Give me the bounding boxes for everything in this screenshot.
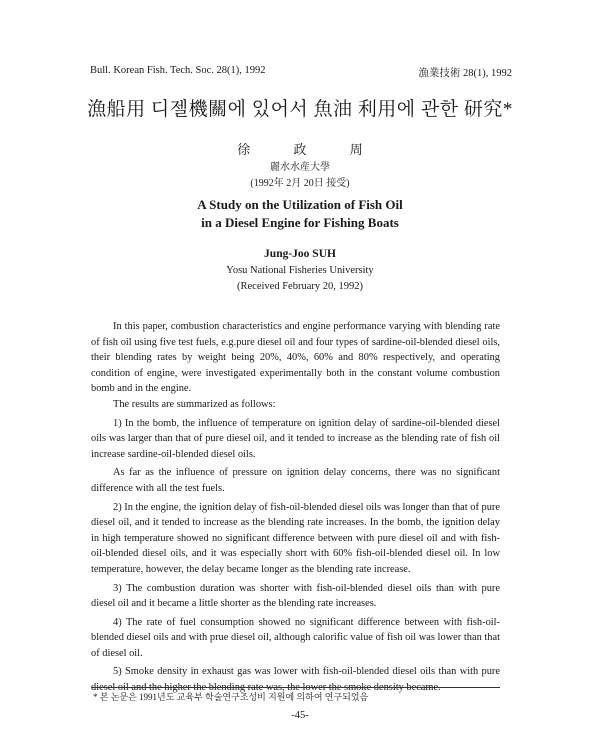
- author-english: Jung-Joo SUH: [264, 248, 336, 260]
- affiliation-korean: 麗水水産大學: [270, 162, 330, 173]
- abstract-paragraph: As far as the influence of pressure on ignition delay concerns, there was no significant difference with all the test fuels.: [91, 467, 500, 494]
- footnote-divider: [91, 687, 500, 688]
- page-number: -45-: [291, 710, 309, 721]
- abstract-paragraph: 3) The combustion duration was shorter with fish-oil-blended diesel oils than with pure diesel oil and it became a little shorter as the blending rate increases.: [91, 582, 500, 610]
- abstract-paragraph: In this paper, combustion characteristics and engine performance varying with blending rate of fish oil using five test fuels, e.g.pure diesel oil and four types of sardine-oil-blended diesel oils, their blending rates by weight being 20%, 40%, 60% and 80% respectively, and operating condition of engine, were investigated experimentally both in the constant volume combustion bomb and in the engine.: [91, 321, 500, 395]
- footnote: * 본 논문은 1991년도 교육부 학술연구조성비 지원에 의하여 연구되었음: [93, 692, 369, 702]
- english-title-line-1: A Study on the Utilization of Fish Oil: [197, 197, 403, 212]
- abstract-paragraph: 2) In the engine, the ignition delay of fish-oil-blended diesel oils was longer than that of pure diesel oil, and it tended to increase as the blending rate increases. In the bomb, the ignition delay in high temperature showed no significant difference between with pure diesel oil and with fish-oil-blended diesel oils, and it was especially short with 60% fish-oil-blended diesel oil. In low temperature, however, the delay became longer as the blending rate increase.: [91, 501, 500, 575]
- received-date-korean: (1992年 2月 20日 接受): [250, 178, 350, 189]
- abstract: [91, 319, 500, 696]
- abstract-paragraph: 4) The rate of fuel consumption showed no significant difference between with fish-oil-blended diesel oils and with prue diesel oil, although calorific value of fish oil was lower than that of diesel oil.: [91, 616, 500, 659]
- journal-citation-en: Bull. Korean Fish. Tech. Soc. 28(1), 1992: [90, 65, 266, 76]
- korean-title: 漁船用 디젤機關에 있어서 魚油 利用에 관한 研究*: [87, 99, 513, 120]
- abstract-paragraph: 1) In the bomb, the influence of temperature on ignition delay of sardine-oil-blended diesel oils was larger than that of pure diesel oil, and it tended to increase as the blending rate of fish oil increase sardine-oil-blended diesel oils.: [91, 417, 500, 460]
- author-korean: 徐 政 周: [237, 142, 363, 157]
- english-title: [0, 196, 600, 232]
- received-date-english: (Received February 20, 1992): [237, 281, 363, 292]
- affiliation-english: Yosu National Fisheries University: [226, 265, 374, 276]
- abstract-paragraph: The results are summarized as follows:: [113, 398, 276, 410]
- abstract-paragraph: 5) Smoke density in exhaust gas was lower with fish-oil-blended diesel oils than with pure diesel oil and the higher the blending rate was, the lower the smoke density became.: [91, 666, 500, 694]
- journal-citation-kr: 漁業技術 28(1), 1992: [418, 68, 512, 79]
- english-title-line-2: in a Diesel Engine for Fishing Boats: [201, 215, 399, 230]
